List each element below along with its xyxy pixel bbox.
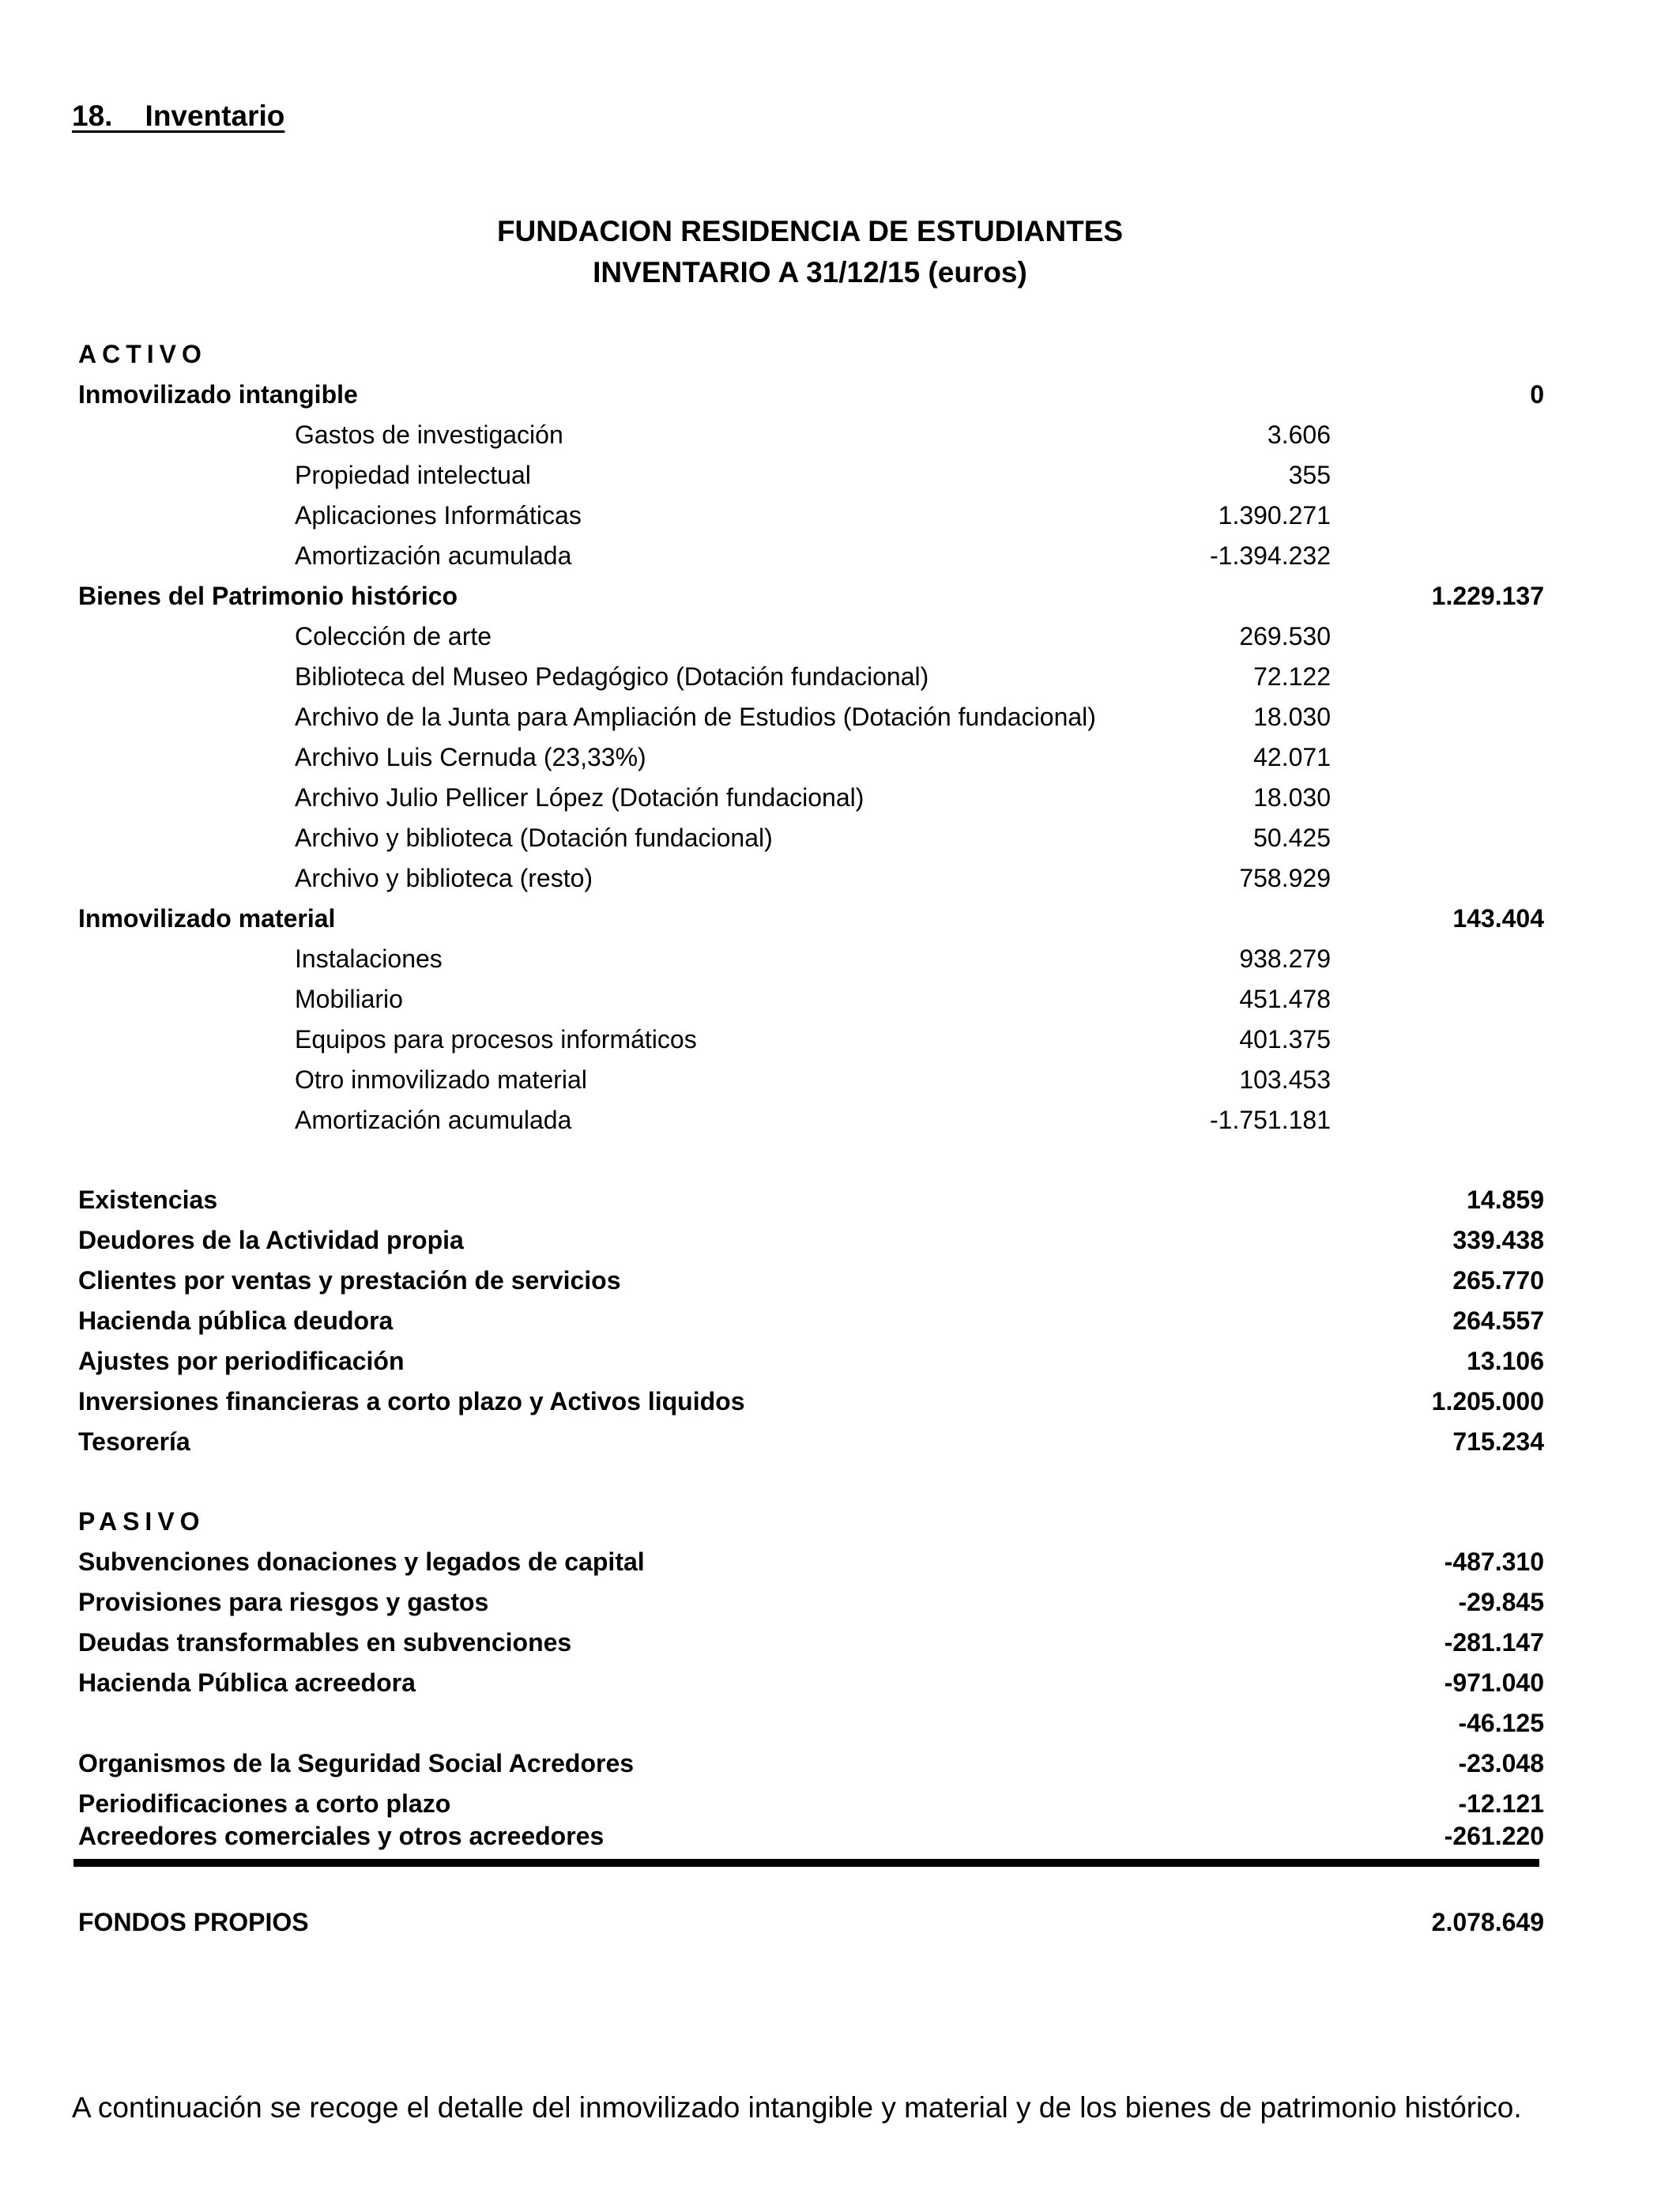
row-label: Acreedores comerciales y otros acreedores (78, 1822, 605, 1850)
row-total: -29.845 (1458, 1588, 1544, 1616)
line-row-unlabeled (0, 1703, 1680, 1744)
item-row (0, 858, 1680, 899)
row-total: -487.310 (1444, 1547, 1544, 1576)
row-label: Amortización acumulada (295, 541, 572, 570)
line-row-hacienda-deudora (0, 1301, 1680, 1341)
row-label: Clientes por ventas y prestación de servicios (78, 1266, 621, 1295)
row-total: 715.234 (1452, 1427, 1544, 1456)
row-amount: 42.071 (1253, 743, 1331, 771)
row-label: Periodificaciones a corto plazo (78, 1789, 451, 1818)
row-label: Provisiones para riesgos y gastos (78, 1588, 489, 1616)
row-label: Equipos para procesos informáticos (295, 1025, 697, 1054)
row-label: Archivo y biblioteca (Dotación fundacional) (295, 824, 773, 852)
row-label: Amortización acumulada (295, 1106, 572, 1134)
row-total: 1.205.000 (1431, 1387, 1544, 1416)
item-row (0, 1060, 1680, 1100)
row-label: Archivo Julio Pellicer López (Dotación fundacional) (295, 783, 864, 812)
row-label: Hacienda Pública acreedora (78, 1668, 416, 1697)
section-heading: 18. Inventario (72, 100, 285, 132)
row-label: Ajustes por periodificación (78, 1347, 405, 1375)
row-label: Organismos de la Seguridad Social Acredores (78, 1749, 635, 1777)
row-total: -12.121 (1458, 1789, 1544, 1818)
row-amount: 103.453 (1239, 1065, 1331, 1094)
line-row-hacienda-acreedora (0, 1663, 1680, 1703)
row-total: 14.859 (1467, 1186, 1544, 1214)
row-label: Deudores de la Actividad propia (78, 1226, 464, 1254)
document-title: FUNDACION RESIDENCIA DE ESTUDIANTES (496, 215, 1124, 247)
row-label: Hacienda pública deudora (78, 1306, 394, 1335)
document-subtitle: INVENTARIO A 31/12/15 (euros) (593, 256, 1027, 288)
row-amount: 1.390.271 (1218, 501, 1331, 530)
item-row (0, 536, 1680, 576)
row-label: Inmovilizado intangible (78, 380, 358, 409)
line-row-inversiones (0, 1382, 1680, 1422)
item-row (0, 455, 1680, 496)
row-amount: 3.606 (1267, 420, 1331, 449)
row-amount: 938.279 (1239, 944, 1331, 973)
row-amount: 355 (1288, 461, 1331, 489)
item-row (0, 939, 1680, 979)
item-row (0, 1100, 1680, 1140)
group-row-bienes-patrimonio-historico (0, 576, 1680, 616)
line-row-seguridad-social (0, 1744, 1680, 1784)
item-row (0, 737, 1680, 778)
row-label: Biblioteca del Museo Pedagógico (Dotación fundacional) (295, 662, 929, 691)
total-divider-rule (73, 1859, 1539, 1867)
row-label: FONDOS PROPIOS (78, 1908, 309, 1936)
row-total: 265.770 (1452, 1266, 1544, 1295)
row-label: Propiedad intelectual (295, 461, 531, 489)
row-label: Inversiones financieras a corto plazo y Activos liquidos (78, 1387, 745, 1416)
row-amount: 72.122 (1253, 662, 1331, 691)
row-label: Subvenciones donaciones y legados de capital (78, 1547, 645, 1576)
line-row-acreedores (0, 1816, 1680, 1857)
line-row-ajustes (0, 1341, 1680, 1382)
row-total: -261.220 (1444, 1822, 1544, 1850)
row-total: 264.557 (1452, 1306, 1544, 1335)
row-amount: 18.030 (1253, 783, 1331, 812)
row-total: 13.106 (1467, 1347, 1544, 1375)
item-row (0, 979, 1680, 1020)
row-amount: 18.030 (1253, 703, 1331, 731)
line-row-clientes (0, 1261, 1680, 1301)
row-total: 0 (1530, 380, 1544, 409)
row-label: Existencias (78, 1186, 218, 1214)
item-row (0, 616, 1680, 657)
line-row-subvenciones (0, 1542, 1680, 1582)
row-total: -23.048 (1458, 1749, 1544, 1777)
item-row (0, 657, 1680, 697)
row-total: 2.078.649 (1431, 1908, 1544, 1936)
row-label: Bienes del Patrimonio histórico (78, 582, 458, 610)
row-total: -971.040 (1444, 1668, 1544, 1697)
row-amount: -1.751.181 (1209, 1106, 1331, 1134)
item-row (0, 496, 1680, 536)
row-amount: -1.394.232 (1209, 541, 1331, 570)
item-row (0, 415, 1680, 455)
row-amount: 269.530 (1239, 622, 1331, 650)
row-amount: 451.478 (1239, 985, 1331, 1013)
row-total: -281.147 (1444, 1628, 1544, 1657)
line-row-deudores (0, 1220, 1680, 1261)
row-label: Instalaciones (295, 944, 443, 973)
row-total: 143.404 (1452, 904, 1544, 933)
row-total: -46.125 (1458, 1709, 1544, 1737)
row-amount: 50.425 (1253, 824, 1331, 852)
item-row (0, 697, 1680, 737)
row-label: Mobiliario (295, 985, 403, 1013)
footer-note: A continuación se recoge el detalle del inmovilizado intangible y material y de los bienes de patrimonio histórico. (72, 2091, 1522, 2124)
row-label: Archivo de la Junta para Ampliación de Estudios (Dotación fundacional) (295, 703, 1096, 731)
row-amount: 401.375 (1239, 1025, 1331, 1054)
line-row-tesoreria (0, 1422, 1680, 1462)
row-label: Colección de arte (295, 622, 492, 650)
activo-section-title: ACTIVO (78, 340, 207, 368)
row-label: Gastos de investigación (295, 420, 563, 449)
row-total: 339.438 (1452, 1226, 1544, 1254)
row-amount: 758.929 (1239, 864, 1331, 892)
item-row (0, 778, 1680, 818)
row-label: Archivo Luis Cernuda (23,33%) (295, 743, 646, 771)
line-row-existencias (0, 1180, 1680, 1220)
line-row-provisiones (0, 1582, 1680, 1623)
row-total: 1.229.137 (1431, 582, 1544, 610)
line-row-fondos-propios (0, 1902, 1680, 1943)
row-label: Inmovilizado material (78, 904, 336, 933)
pasivo-section-title: PASIVO (78, 1507, 205, 1536)
row-label: Aplicaciones Informáticas (295, 501, 582, 530)
group-row-inmovilizado-material (0, 899, 1680, 939)
row-label: Deudas transformables en subvenciones (78, 1628, 572, 1657)
row-label: Otro inmovilizado material (295, 1065, 587, 1094)
item-row (0, 1020, 1680, 1060)
row-label: Tesorería (78, 1427, 190, 1456)
group-row-inmovilizado-intangible (0, 375, 1680, 415)
row-label: Archivo y biblioteca (resto) (295, 864, 593, 892)
item-row (0, 818, 1680, 858)
line-row-deudas (0, 1623, 1680, 1663)
